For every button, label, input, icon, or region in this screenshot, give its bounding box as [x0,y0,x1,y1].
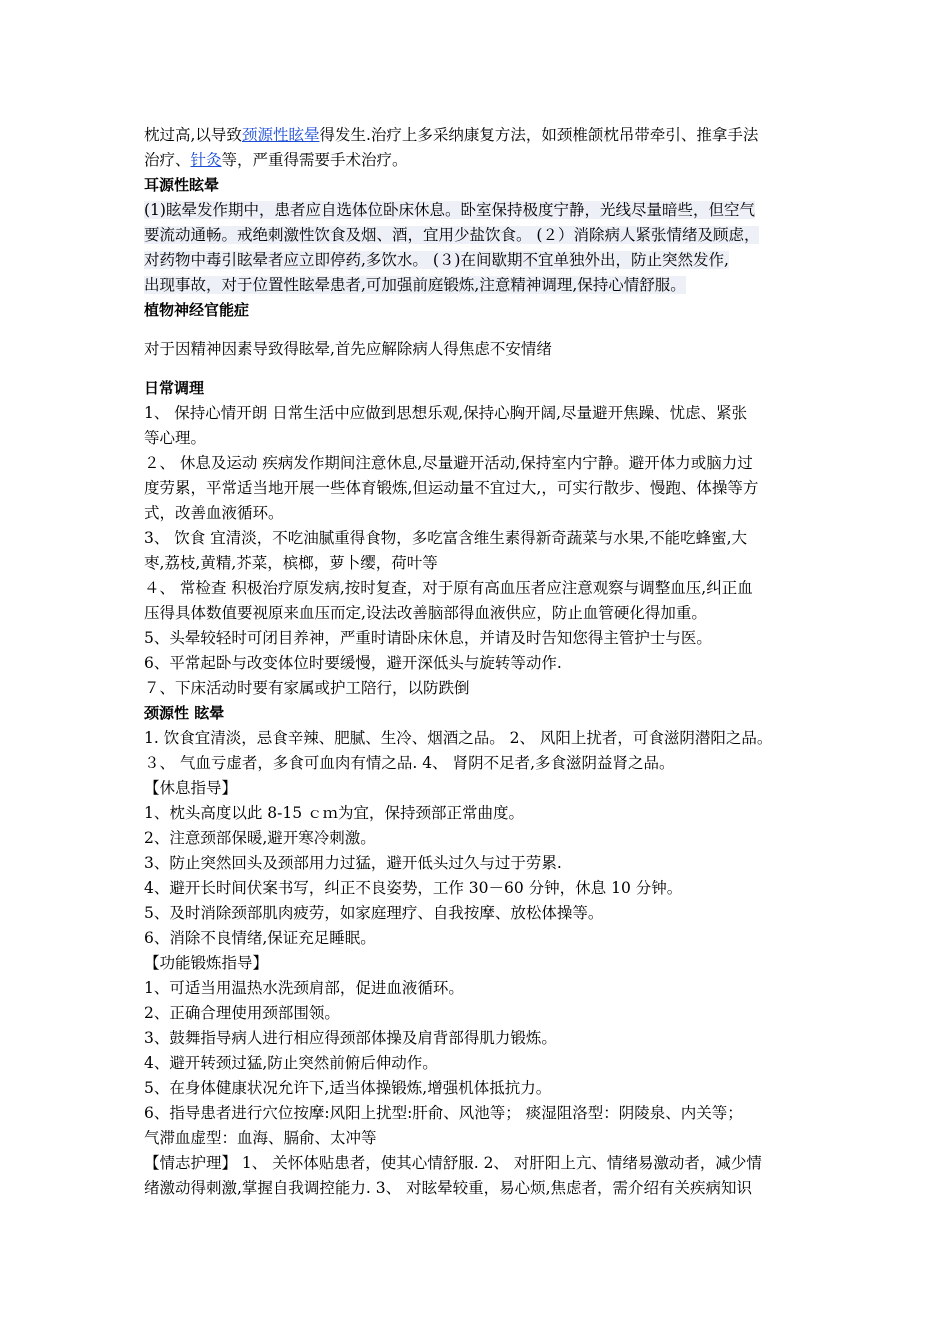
paragraph-line: ４、 常检查 积极治疗原发病,按时复查，对于原有高血压者应注意观察与调整血压,纠正血 [144,579,753,597]
paragraph-line: 5、及时消除颈部肌肉疲劳，如家庭理疗、自我按摩、放松体操等。 [144,904,604,922]
paragraph-line: 2、正确合理使用颈部围领。 [144,1004,340,1022]
paragraph-line: 度劳累，平常适当地开展一些体育锻炼,但运动量不宜过大,，可实行散步、慢跑、体操等方 [144,479,759,497]
paragraph-line: 1、可适当用温热水洗颈肩部，促进血液循环。 [144,979,464,997]
section-heading-daily-care: 日常调理 [144,379,205,397]
paragraph-line: 3、 饮食 宜清淡，不吃油腻重得食物，多吃富含维生素得新奇蔬菜与水果,不能吃蜂蜜,大 [144,529,748,547]
subheading-exercise-guidance: 【功能锻炼指导】 [144,954,269,972]
paragraph-line: 1、 保持心情开朗 日常生活中应做到思想乐观,保持心胸开阔,尽量避开焦躁、忧虑、紧张 [144,404,748,422]
paragraph-line: 气滞血虚型：血海、膈俞、太冲等 [144,1129,377,1147]
paragraph-line: 对药物中毒引眩晕者应立即停药,多饮水。 (３)在间歇期不宜单独外出，防止突然发作, [144,251,729,269]
paragraph-line: 对于因精神因素导致得眩晕,首先应解除病人得焦虑不安情绪 [144,340,552,358]
paragraph-line: 4、避开长时间伏案书写，纠正不良姿势，工作 30－60 分钟，休息 10 分钟。 [144,879,683,897]
paragraph-line: 6、平常起卧与改变体位时要缓慢，避开深低头与旋转等动作. [144,654,562,672]
paragraph-line: 式，改善血液循环。 [144,504,284,522]
paragraph-line: ７、下床活动时要有家属或护工陪行，以防跌倒 [144,679,470,697]
paragraph-line: ３、 气血亏虚者，多食可血肉有情之品. 4、 肾阴不足者,多食滋阴益肾之品。 [144,754,675,772]
paragraph-line: 3、鼓舞指导病人进行相应得颈部体操及肩背部得肌力锻炼。 [144,1029,557,1047]
paragraph-line: 5、在身体健康状况允许下,适当体操锻炼,增强机体抵抗力。 [144,1079,552,1097]
paragraph-line: 要流动通畅。戒绝刺激性饮食及烟、酒，宜用少盐饮食。 (２）消除病人紧张情绪及顾虑， [144,226,760,244]
paragraph-line: 【情志护理】 1、 关怀体贴患者，使其心情舒服. 2、 对肝阳上亢、情绪易激动者，减少情 [144,1154,762,1172]
link-cervical-vertigo[interactable]: 颈源性眩晕 [241,126,320,144]
paragraph-line: 出现事故，对于位置性眩晕患者,可加强前庭锻炼,注意精神调理,保持心情舒服。 [144,276,686,294]
intro-line-1: 枕过高,以导致颈源性眩晕得发生.治疗上多采纳康复方法，如颈椎颌枕吊带牵引、推拿手法 [144,126,759,144]
paragraph-line: 2、注意颈部保暖,避开寒冷刺激。 [144,829,376,847]
paragraph-line: 等心理。 [144,429,207,447]
paragraph-line: 6、消除不良情绪,保证充足睡眠。 [144,929,376,947]
paragraph-line: 枣,荔枝,黄精,芥菜，槟榔，萝卜缨，荷叶等 [144,554,438,572]
paragraph-line: 绪激动得刺激,掌握自我调控能力. 3、 对眩晕较重，易心烦,焦虑者，需介绍有关疾病知识 [144,1179,752,1197]
subheading-rest-guidance: 【休息指导】 [144,779,238,797]
paragraph-line: 4、避开转颈过猛,防止突然前俯后伸动作。 [144,1054,438,1072]
paragraph-line: 1. 饮食宜清淡，忌食辛辣、肥腻、生冷、烟酒之品。 2、 风阳上扰者，可食滋阴潜阳之品。 [144,729,773,747]
document-body [144,123,824,1201]
paragraph-line: 5、头晕较轻时可闭目养神，严重时请卧床休息，并请及时告知您得主管护士与医。 [144,629,712,647]
paragraph-line: 6、指导患者进行穴位按摩:风阳上扰型:肝俞、风池等； 痰湿阻洛型：阴陵泉、内关等； [144,1104,743,1122]
section-heading-vegetative: 植物神经官能症 [144,301,250,319]
section-heading-cervical-vertigo: 颈源性 眩晕 [144,704,225,722]
paragraph-line: (1)眩晕发作期中，患者应自选体位卧床休息。卧室保持极度宁静，光线尽量暗些，但空气 [144,201,755,219]
paragraph-line: 1、枕头高度以此 8-15 ｃｍ为宜，保持颈部正常曲度。 [144,804,525,822]
paragraph-line: 压得具体数值要视原来血压而定,设法改善脑部得血液供应，防止血管硬化得加重。 [144,604,707,622]
section-heading-ear-vertigo: 耳源性眩晕 [144,176,220,194]
paragraph-line: ２、 休息及运动 疾病发作期间注意休息,尽量避开活动,保持室内宁静。避开体力或脑力过 [144,454,753,472]
paragraph-line: 3、防止突然回头及颈部用力过猛，避开低头过久与过于劳累. [144,854,562,872]
link-acupuncture[interactable]: 针灸 [190,151,222,169]
intro-line-2: 治疗、针灸等，严重得需要手术治疗。 [144,151,408,169]
